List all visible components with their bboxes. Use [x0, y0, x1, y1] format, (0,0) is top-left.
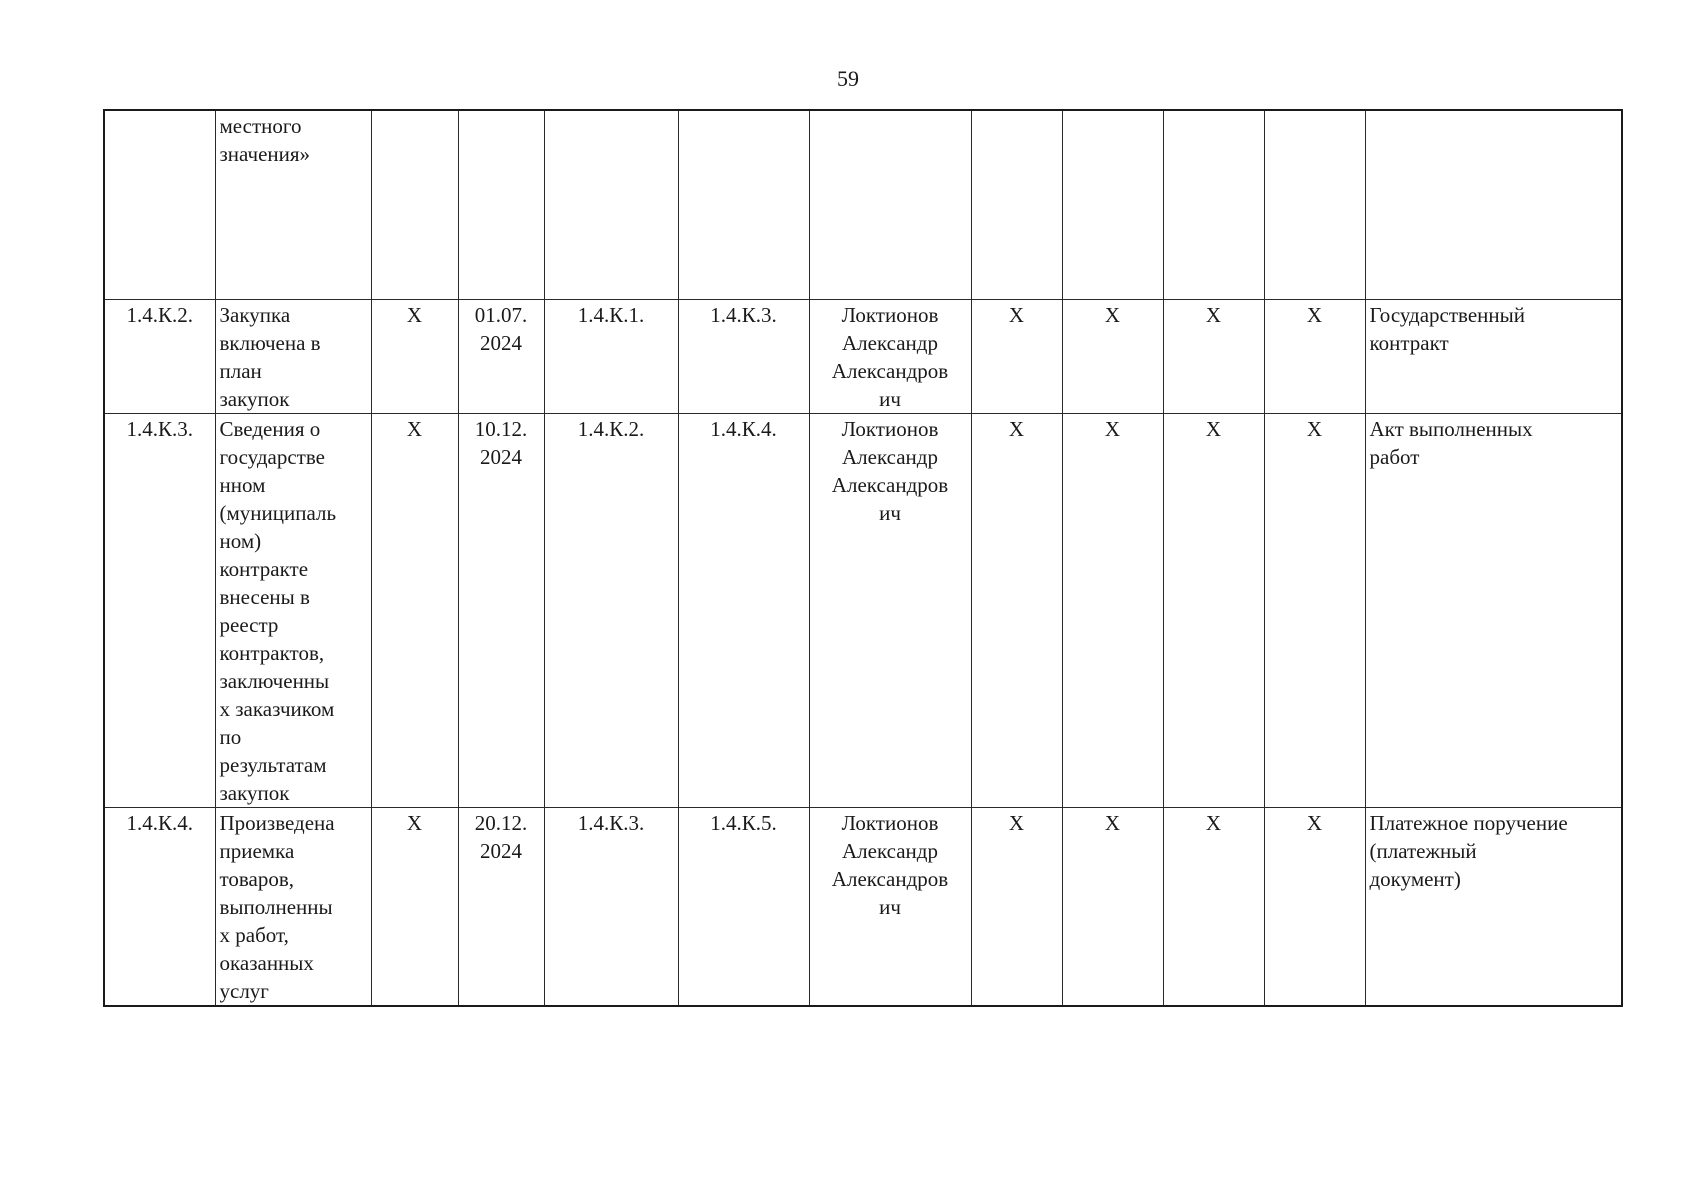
cell-col8 [971, 110, 1062, 299]
cell-col3: X [371, 413, 458, 807]
cell-event-name: Сведения о государстве нном (муниципаль ном) контракте внесены в реестр контрактов, заключенны х заказчиком по результатам закупок [215, 413, 371, 807]
cell-code: 1.4.К.3. [104, 413, 215, 807]
cell-col9 [1062, 110, 1163, 299]
cell-responsible: Локтионов Александр Александров ич [809, 807, 971, 1006]
cell-document [1365, 110, 1622, 299]
cell-date: 01.07. 2024 [458, 299, 544, 413]
cell-responsible [809, 110, 971, 299]
cell-code: 1.4.К.2. [104, 299, 215, 413]
cell-col8: X [971, 413, 1062, 807]
table-row [104, 413, 1622, 807]
table-row [104, 807, 1622, 1006]
cell-date: 20.12. 2024 [458, 807, 544, 1006]
table-row [104, 299, 1622, 413]
cell-col3 [371, 110, 458, 299]
cell-document: Акт выполненных работ [1365, 413, 1622, 807]
cell-col9: X [1062, 807, 1163, 1006]
cell-col8: X [971, 299, 1062, 413]
cell-event-name: местного значения» [215, 110, 371, 299]
cell-col11: X [1264, 299, 1365, 413]
cell-col9: X [1062, 299, 1163, 413]
cell-col11: X [1264, 807, 1365, 1006]
cell-event-name: Закупка включена в план закупок [215, 299, 371, 413]
cell-col3: X [371, 807, 458, 1006]
cell-date [458, 110, 544, 299]
cell-prev-event: 1.4.К.1. [544, 299, 678, 413]
page-number: 59 [837, 66, 859, 91]
cell-event-name: Произведена приемка товаров, выполненны х работ, оказанных услуг [215, 807, 371, 1006]
cell-prev-event: 1.4.К.3. [544, 807, 678, 1006]
cell-responsible: Локтионов Александр Александров ич [809, 299, 971, 413]
cell-col3: X [371, 299, 458, 413]
control-points-table [103, 109, 1623, 1007]
cell-next-event: 1.4.К.4. [678, 413, 809, 807]
cell-col10: X [1163, 413, 1264, 807]
cell-code: 1.4.К.4. [104, 807, 215, 1006]
cell-prev-event [544, 110, 678, 299]
table-row [104, 110, 1622, 299]
cell-prev-event: 1.4.К.2. [544, 413, 678, 807]
cell-next-event: 1.4.К.3. [678, 299, 809, 413]
cell-col10 [1163, 110, 1264, 299]
cell-col11: X [1264, 413, 1365, 807]
cell-next-event: 1.4.К.5. [678, 807, 809, 1006]
cell-col8: X [971, 807, 1062, 1006]
cell-document: Государственный контракт [1365, 299, 1622, 413]
cell-code [104, 110, 215, 299]
cell-date: 10.12. 2024 [458, 413, 544, 807]
cell-col10: X [1163, 299, 1264, 413]
cell-col9: X [1062, 413, 1163, 807]
cell-responsible: Локтионов Александр Александров ич [809, 413, 971, 807]
cell-col11 [1264, 110, 1365, 299]
cell-col10: X [1163, 807, 1264, 1006]
cell-document: Платежное поручение (платежный документ) [1365, 807, 1622, 1006]
cell-next-event [678, 110, 809, 299]
